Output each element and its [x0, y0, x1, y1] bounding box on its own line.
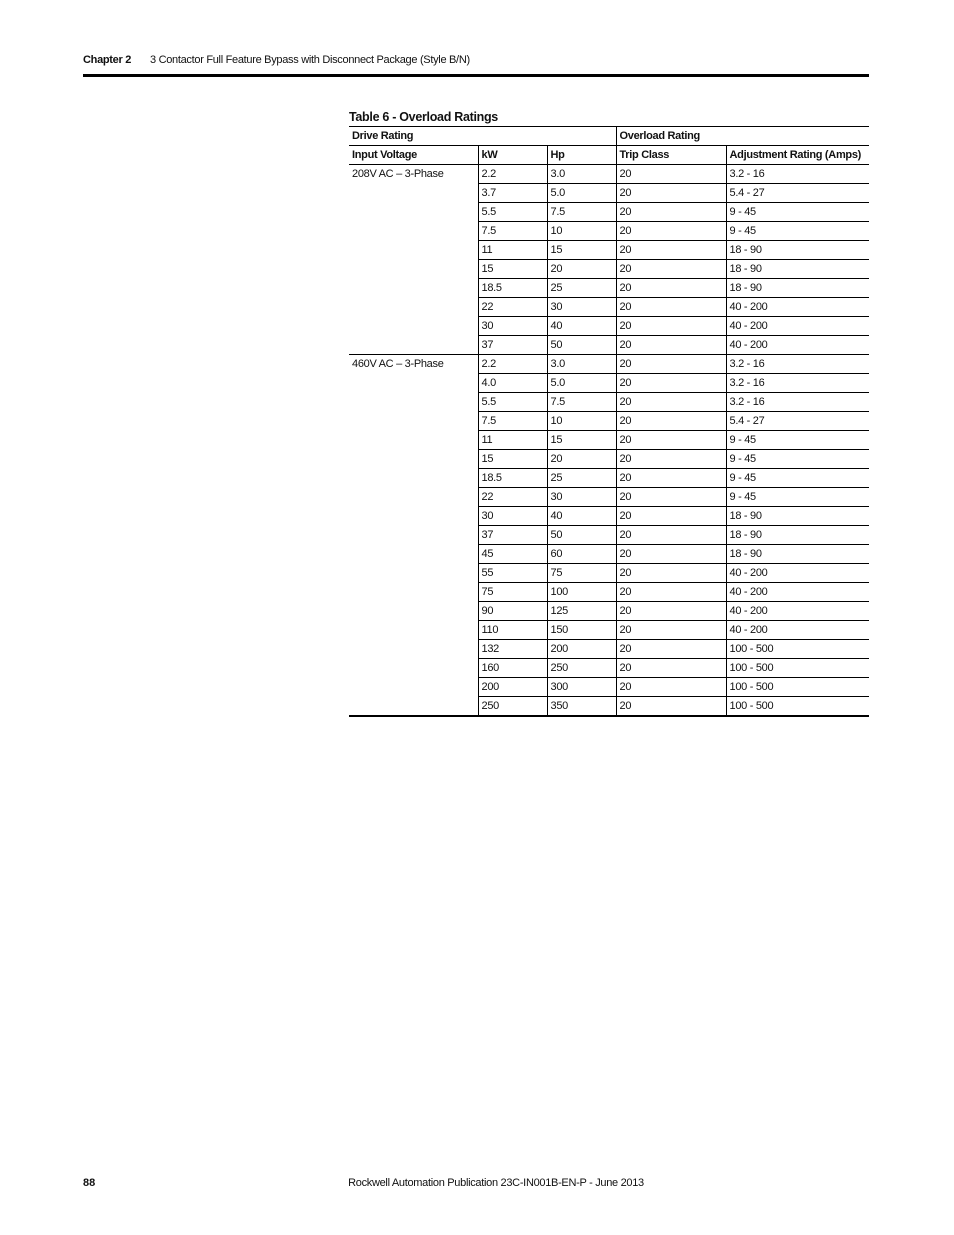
cell-adjustment-rating: 18 - 90 [726, 279, 869, 298]
cell-kw: 75 [478, 583, 547, 602]
cell-kw: 30 [478, 317, 547, 336]
cell-hp: 15 [547, 241, 616, 260]
cell-kw: 11 [478, 431, 547, 450]
cell-trip-class: 20 [616, 355, 726, 374]
cell-hp: 150 [547, 621, 616, 640]
cell-trip-class: 20 [616, 393, 726, 412]
cell-hp: 75 [547, 564, 616, 583]
cell-kw: 7.5 [478, 222, 547, 241]
cell-adjustment-rating: 3.2 - 16 [726, 355, 869, 374]
cell-hp: 125 [547, 602, 616, 621]
cell-kw: 5.5 [478, 393, 547, 412]
cell-hp: 7.5 [547, 203, 616, 222]
cell-hp: 30 [547, 298, 616, 317]
cell-adjustment-rating: 9 - 45 [726, 450, 869, 469]
cell-adjustment-rating: 100 - 500 [726, 678, 869, 697]
cell-adjustment-rating: 40 - 200 [726, 621, 869, 640]
cell-kw: 37 [478, 336, 547, 355]
cell-hp: 3.0 [547, 355, 616, 374]
cell-adjustment-rating: 40 - 200 [726, 317, 869, 336]
cell-kw: 18.5 [478, 279, 547, 298]
cell-adjustment-rating: 5.4 - 27 [726, 184, 869, 203]
cell-trip-class: 20 [616, 298, 726, 317]
cell-kw: 200 [478, 678, 547, 697]
cell-hp: 40 [547, 507, 616, 526]
table-body [349, 165, 869, 716]
cell-trip-class: 20 [616, 165, 726, 184]
cell-hp: 10 [547, 412, 616, 431]
cell-hp: 350 [547, 697, 616, 716]
cell-trip-class: 20 [616, 279, 726, 298]
cell-kw: 45 [478, 545, 547, 564]
cell-hp: 25 [547, 469, 616, 488]
cell-kw: 7.5 [478, 412, 547, 431]
column-header-kw: kW [478, 146, 547, 165]
cell-trip-class: 20 [616, 545, 726, 564]
cell-trip-class: 20 [616, 431, 726, 450]
column-header-trip-class: Trip Class [616, 146, 726, 165]
cell-trip-class: 20 [616, 564, 726, 583]
footer-publication [0, 1177, 954, 1189]
cell-kw: 110 [478, 621, 547, 640]
cell-adjustment-rating: 9 - 45 [726, 222, 869, 241]
cell-trip-class: 20 [616, 678, 726, 697]
table-row [349, 165, 869, 184]
cell-kw: 250 [478, 697, 547, 716]
cell-kw: 160 [478, 659, 547, 678]
cell-trip-class: 20 [616, 640, 726, 659]
cell-hp: 50 [547, 336, 616, 355]
cell-adjustment-rating: 18 - 90 [726, 241, 869, 260]
cell-trip-class: 20 [616, 374, 726, 393]
column-header-input-voltage: Input Voltage [349, 146, 478, 165]
cell-kw: 18.5 [478, 469, 547, 488]
cell-hp: 30 [547, 488, 616, 507]
cell-trip-class: 20 [616, 412, 726, 431]
cell-trip-class: 20 [616, 222, 726, 241]
cell-adjustment-rating: 9 - 45 [726, 431, 869, 450]
cell-kw: 2.2 [478, 355, 547, 374]
column-header-row [349, 146, 869, 165]
cell-kw: 132 [478, 640, 547, 659]
cell-hp: 50 [547, 526, 616, 545]
cell-adjustment-rating: 18 - 90 [726, 260, 869, 279]
cell-kw: 15 [478, 450, 547, 469]
group-header-drive-rating: Drive Rating [349, 127, 616, 146]
cell-hp: 10 [547, 222, 616, 241]
cell-kw: 2.2 [478, 165, 547, 184]
cell-trip-class: 20 [616, 602, 726, 621]
cell-hp: 7.5 [547, 393, 616, 412]
cell-kw: 22 [478, 488, 547, 507]
cell-trip-class: 20 [616, 659, 726, 678]
cell-hp: 15 [547, 431, 616, 450]
cell-kw: 37 [478, 526, 547, 545]
cell-trip-class: 20 [616, 488, 726, 507]
cell-adjustment-rating: 5.4 - 27 [726, 412, 869, 431]
overload-ratings-table [349, 126, 869, 717]
cell-kw: 90 [478, 602, 547, 621]
cell-trip-class: 20 [616, 203, 726, 222]
cell-adjustment-rating: 40 - 200 [726, 564, 869, 583]
cell-adjustment-rating: 100 - 500 [726, 659, 869, 678]
cell-hp: 40 [547, 317, 616, 336]
cell-adjustment-rating: 40 - 200 [726, 583, 869, 602]
cell-input-voltage: 208V AC – 3-Phase [349, 165, 478, 355]
cell-trip-class: 20 [616, 317, 726, 336]
cell-kw: 3.7 [478, 184, 547, 203]
cell-kw: 15 [478, 260, 547, 279]
cell-trip-class: 20 [616, 184, 726, 203]
cell-hp: 5.0 [547, 374, 616, 393]
cell-trip-class: 20 [616, 697, 726, 716]
cell-adjustment-rating: 100 - 500 [726, 697, 869, 716]
chapter-label: Chapter 2 [83, 54, 132, 66]
cell-kw: 11 [478, 241, 547, 260]
cell-adjustment-rating: 100 - 500 [726, 640, 869, 659]
cell-hp: 5.0 [547, 184, 616, 203]
cell-adjustment-rating: 3.2 - 16 [726, 374, 869, 393]
cell-hp: 300 [547, 678, 616, 697]
cell-adjustment-rating: 9 - 45 [726, 488, 869, 507]
cell-hp: 3.0 [547, 165, 616, 184]
cell-adjustment-rating: 3.2 - 16 [726, 393, 869, 412]
table-title: Table 6 - Overload Ratings [349, 110, 498, 124]
cell-adjustment-rating: 18 - 90 [726, 526, 869, 545]
cell-trip-class: 20 [616, 507, 726, 526]
column-header-adjustment-rating: Adjustment Rating (Amps) [726, 146, 869, 165]
cell-adjustment-rating: 40 - 200 [726, 336, 869, 355]
cell-hp: 20 [547, 450, 616, 469]
cell-trip-class: 20 [616, 526, 726, 545]
cell-adjustment-rating: 18 - 90 [726, 507, 869, 526]
cell-trip-class: 20 [616, 450, 726, 469]
cell-hp: 60 [547, 545, 616, 564]
chapter-title: 3 Contactor Full Feature Bypass with Disconnect Package (Style B/N) [150, 54, 470, 66]
cell-trip-class: 20 [616, 469, 726, 488]
cell-adjustment-rating: 40 - 200 [726, 602, 869, 621]
cell-input-voltage: 460V AC – 3-Phase [349, 355, 478, 716]
publication-text: Rockwell Automation Publication 23C-IN001B-EN-P - June 2013 [348, 1177, 644, 1189]
table-row [349, 355, 869, 374]
cell-adjustment-rating: 9 - 45 [726, 469, 869, 488]
cell-trip-class: 20 [616, 583, 726, 602]
header-rule [83, 74, 869, 77]
page-number: 88 [83, 1177, 96, 1189]
cell-trip-class: 20 [616, 621, 726, 640]
cell-kw: 30 [478, 507, 547, 526]
cell-trip-class: 20 [616, 336, 726, 355]
cell-adjustment-rating: 40 - 200 [726, 298, 869, 317]
cell-kw: 22 [478, 298, 547, 317]
group-header-overload-rating: Overload Rating [616, 127, 869, 146]
cell-kw: 55 [478, 564, 547, 583]
cell-trip-class: 20 [616, 260, 726, 279]
cell-adjustment-rating: 3.2 - 16 [726, 165, 869, 184]
cell-hp: 25 [547, 279, 616, 298]
column-header-hp: Hp [547, 146, 616, 165]
cell-hp: 250 [547, 659, 616, 678]
cell-hp: 100 [547, 583, 616, 602]
cell-adjustment-rating: 18 - 90 [726, 545, 869, 564]
cell-hp: 20 [547, 260, 616, 279]
cell-kw: 5.5 [478, 203, 547, 222]
group-header-row [349, 127, 869, 146]
cell-adjustment-rating: 9 - 45 [726, 203, 869, 222]
cell-trip-class: 20 [616, 241, 726, 260]
running-header [83, 53, 470, 67]
cell-hp: 200 [547, 640, 616, 659]
cell-kw: 4.0 [478, 374, 547, 393]
